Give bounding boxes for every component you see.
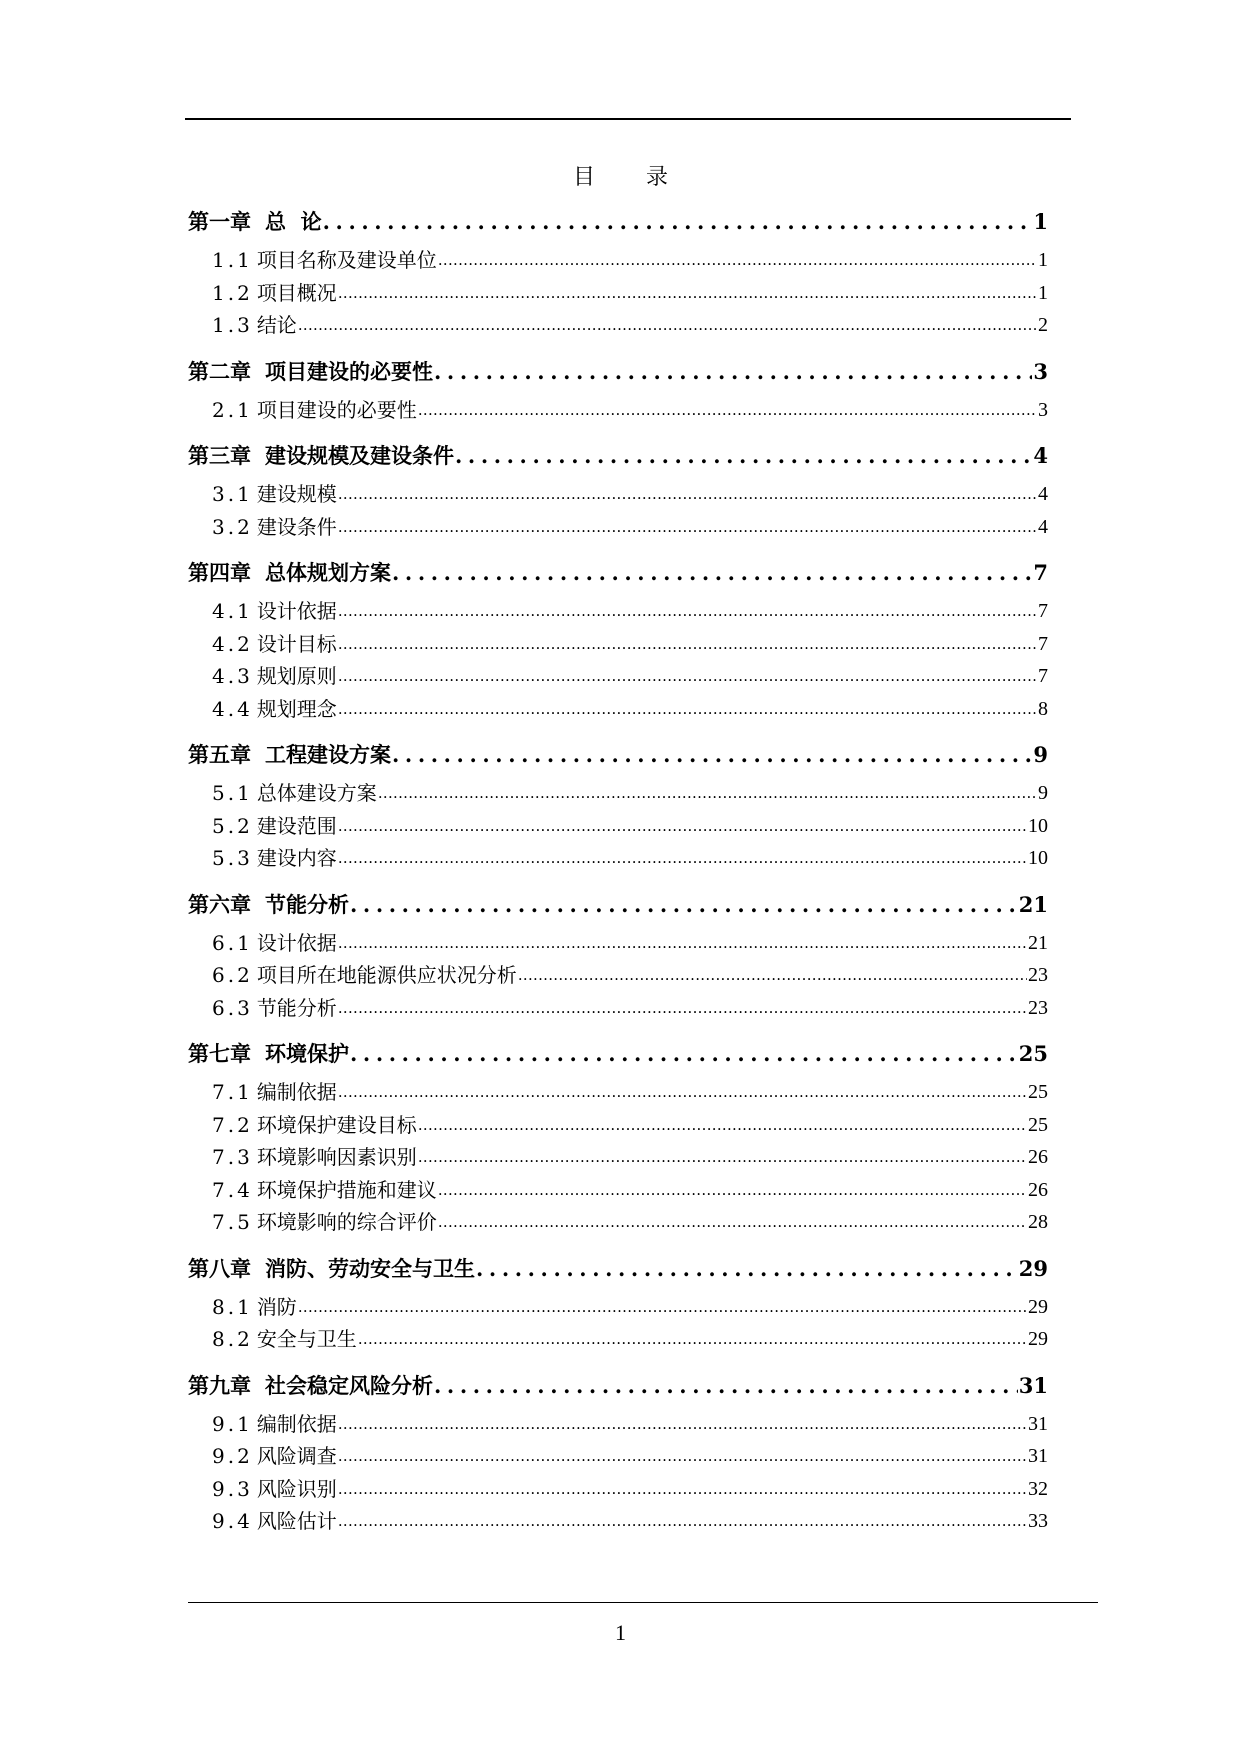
section-number: 8.1 [212,1294,253,1319]
chapter-page-number: 3 [1033,358,1048,384]
section-page-number: 7 [1038,665,1048,687]
section-page-number: 2 [1038,314,1048,336]
section-title: 设计依据 [256,599,337,623]
section-page-number: 31 [1028,1412,1048,1435]
chapter-title: 节能分析 [265,891,349,917]
toc-chapter-entry[interactable] [188,434,1048,478]
dot-leader [338,1473,1027,1506]
section-title: 结论 [256,313,297,337]
section-label [212,1291,297,1324]
chapter-gap [188,725,1048,733]
section-title: 总体建设方案 [256,781,377,805]
dot-leader [418,1141,1027,1174]
toc-section-entry[interactable] [188,244,1048,277]
chapter-page-number: 9 [1033,742,1048,767]
dot-leader [392,733,1032,777]
section-title: 建设条件 [256,514,337,539]
chapter-gap [188,1024,1048,1032]
section-number: 2.1 [212,397,253,422]
section-page-number: 10 [1028,814,1048,837]
dot-leader [338,660,1037,693]
chapter-gap [188,875,1048,883]
section-page-number: 23 [1028,996,1048,1019]
section-number: 3.2 [212,514,253,539]
dot-leader [434,350,1032,394]
toc-section-entry[interactable] [188,628,1048,661]
section-number: 1.1 [212,248,253,272]
chapter-number: 第六章 [188,891,251,917]
chapter-number: 第三章 [188,443,251,468]
toc-section-entry[interactable] [188,1505,1048,1538]
section-label [212,1473,337,1506]
section-label [212,244,437,277]
section-page-number: 31 [1028,1445,1048,1467]
section-number: 7.2 [212,1112,253,1137]
dot-leader [338,1505,1027,1538]
chapter-number: 第一章 [188,209,251,234]
section-title: 节能分析 [256,995,337,1020]
section-page-number: 29 [1028,1295,1048,1318]
chapter-label [188,733,391,777]
chapter-label [188,1247,475,1291]
section-number: 7.5 [212,1210,253,1234]
section-page-number: 3 [1038,398,1048,421]
section-number: 4.4 [212,696,253,721]
section-page-number: 29 [1028,1328,1048,1350]
dot-leader [338,628,1037,661]
section-number: 8.2 [212,1327,253,1351]
toc-section-entry[interactable] [188,810,1048,843]
chapter-label [188,434,454,478]
section-title: 规划理念 [256,696,337,721]
dot-leader [338,511,1037,544]
toc-section-entry[interactable] [188,1076,1048,1109]
section-page-number: 7 [1038,632,1048,655]
toc-section-entry[interactable] [188,277,1048,310]
dot-leader [338,693,1037,726]
chapter-label [188,883,349,927]
section-page-number: 8 [1038,697,1048,720]
section-number: 6.2 [212,963,253,987]
chapter-label [188,1032,349,1076]
section-label [212,1206,437,1239]
section-page-number: 26 [1028,1146,1048,1168]
toc-section-entry[interactable] [188,777,1048,810]
dot-leader [392,551,1032,595]
section-title: 建设内容 [256,846,337,870]
toc-section-entry[interactable] [188,959,1048,992]
chapter-number: 第四章 [188,560,251,585]
section-title: 建设范围 [256,813,337,838]
toc-section-entry[interactable] [188,1473,1048,1506]
toc-chapter-entry[interactable] [188,883,1048,927]
section-number: 7.3 [212,1145,253,1169]
section-page-number: 4 [1038,483,1048,505]
chapter-label [188,200,322,244]
section-label [212,1141,417,1174]
dot-leader [338,1076,1027,1109]
section-page-number: 32 [1028,1477,1048,1500]
chapter-page-number: 21 [1018,891,1048,917]
toc-section-entry[interactable] [188,309,1048,342]
dot-leader [338,478,1037,511]
toc-chapter-entry[interactable] [188,551,1048,595]
chapter-title: 项目建设的必要性 [265,358,433,384]
section-number: 9.1 [212,1411,253,1436]
section-page-number: 1 [1038,249,1048,271]
chapter-gap [188,543,1048,551]
section-label [212,478,337,511]
section-page-number: 10 [1028,847,1048,869]
section-title: 安全与卫生 [256,1327,357,1351]
dot-leader [378,777,1037,810]
section-title: 风险调查 [256,1444,337,1468]
section-label [212,842,337,875]
toc-section-entry[interactable] [188,1109,1048,1142]
section-label [212,1440,337,1473]
section-label [212,511,337,544]
section-label [212,1323,357,1356]
section-label [212,595,337,628]
dot-leader [455,434,1032,478]
chapter-title: 建设规模及建设条件 [265,443,454,468]
section-number: 6.3 [212,995,253,1020]
chapter-number: 第五章 [188,742,251,767]
section-label [212,1109,417,1142]
section-label [212,810,337,843]
toc-section-entry[interactable] [188,1141,1048,1174]
section-label [212,1505,337,1538]
section-title: 设计目标 [256,631,337,656]
section-number: 9.4 [212,1509,253,1533]
chapter-page-number: 31 [1018,1372,1048,1398]
section-number: 1.2 [212,280,253,305]
section-title: 建设规模 [256,482,337,506]
chapter-title: 社会稳定风险分析 [265,1372,433,1398]
toc-section-entry[interactable] [188,1323,1048,1356]
section-label [212,394,417,427]
dot-leader [323,200,1033,244]
chapter-title: 总体规划方案 [265,560,391,585]
section-label [212,959,517,992]
section-title: 项目建设的必要性 [256,397,417,422]
dot-leader [338,842,1027,875]
section-page-number: 26 [1028,1178,1048,1201]
section-title: 项目概况 [256,280,337,305]
header-rule [185,118,1071,120]
section-number: 6.1 [212,930,253,955]
toc-section-entry[interactable] [188,478,1048,511]
section-title: 规划原则 [256,664,337,688]
section-title: 编制依据 [256,1080,337,1104]
dot-leader [298,1291,1027,1324]
section-page-number: 28 [1028,1211,1048,1233]
section-page-number: 25 [1028,1081,1048,1103]
section-number: 9.3 [212,1476,253,1501]
section-label [212,660,337,693]
section-label [212,309,297,342]
section-number: 5.2 [212,813,253,838]
dot-leader [476,1247,1018,1291]
dot-leader [350,883,1018,927]
toc-section-entry[interactable] [188,1174,1048,1207]
chapter-title: 总 论 [265,209,322,234]
section-number: 5.3 [212,846,253,870]
section-title: 项目名称及建设单位 [256,248,437,272]
dot-leader [338,1408,1027,1441]
dot-leader [438,1174,1027,1207]
chapter-number: 第八章 [188,1255,251,1281]
section-number: 7.4 [212,1177,253,1202]
chapter-page-number: 29 [1018,1255,1048,1281]
section-page-number: 9 [1038,782,1048,804]
chapter-page-number: 25 [1018,1041,1048,1066]
section-title: 环境保护措施和建议 [256,1177,437,1202]
section-number: 3.1 [212,482,253,506]
section-page-number: 21 [1028,931,1048,954]
chapter-page-number: 4 [1033,443,1048,468]
section-page-number: 33 [1028,1510,1048,1532]
toc-section-entry[interactable] [188,660,1048,693]
footer-rule [188,1602,1098,1603]
toc-section-entry[interactable] [188,927,1048,960]
chapter-number: 第二章 [188,358,251,384]
dot-leader [338,595,1037,628]
toc-section-entry[interactable] [188,1408,1048,1441]
dot-leader [418,1109,1027,1142]
section-title: 风险识别 [256,1476,337,1501]
section-number: 5.1 [212,781,253,805]
dot-leader [338,927,1027,960]
chapter-gap [188,1356,1048,1364]
toc-section-entry[interactable] [188,693,1048,726]
chapter-label [188,350,433,394]
toc-section-entry[interactable] [188,394,1048,427]
toc-section-entry[interactable] [188,595,1048,628]
section-label [212,1174,437,1207]
section-page-number: 7 [1038,600,1048,622]
section-label [212,693,337,726]
toc-chapter-entry[interactable] [188,1032,1048,1076]
section-label [212,927,337,960]
section-title: 设计依据 [256,930,337,955]
chapter-title: 环境保护 [265,1041,349,1066]
section-label [212,277,337,310]
section-number: 4.1 [212,599,253,623]
chapter-number: 第七章 [188,1041,251,1066]
section-number: 4.2 [212,631,253,656]
toc-chapter-entry[interactable] [188,350,1048,394]
section-page-number: 23 [1028,964,1048,986]
toc-title: 目 录 [573,165,690,190]
chapter-gap [188,1239,1048,1247]
section-title: 编制依据 [256,1411,337,1436]
dot-leader [358,1323,1027,1356]
chapter-page-number: 7 [1033,560,1048,585]
section-title: 项目所在地能源供应状况分析 [256,963,517,987]
section-title: 消防 [256,1294,297,1319]
chapter-gap [188,426,1048,434]
section-label [212,1076,337,1109]
dot-leader [418,394,1037,427]
dot-leader [518,959,1027,992]
section-title: 环境影响的综合评价 [256,1210,437,1234]
dot-leader [338,810,1027,843]
section-title: 环境保护建设目标 [256,1112,417,1137]
section-page-number: 25 [1028,1113,1048,1136]
section-label [212,777,377,810]
dot-leader [350,1032,1018,1076]
table-of-contents [188,200,1048,1538]
dot-leader [338,1440,1027,1473]
dot-leader [338,277,1037,310]
chapter-gap [188,342,1048,350]
section-page-number: 4 [1038,515,1048,538]
section-label [212,628,337,661]
toc-section-entry[interactable] [188,1440,1048,1473]
chapter-number: 第九章 [188,1372,251,1398]
section-number: 7.1 [212,1080,253,1104]
section-number: 1.3 [212,313,253,337]
toc-chapter-entry[interactable] [188,733,1048,777]
dot-leader [438,1206,1027,1239]
chapter-page-number: 1 [1033,209,1048,234]
toc-chapter-entry[interactable] [188,1364,1048,1408]
chapter-title: 消防、劳动安全与卫生 [265,1255,475,1281]
toc-section-entry[interactable] [188,842,1048,875]
toc-chapter-entry[interactable] [188,200,1048,244]
section-title: 环境影响因素识别 [256,1145,417,1169]
section-label [212,1408,337,1441]
section-number: 9.2 [212,1444,253,1468]
dot-leader [338,992,1027,1025]
dot-leader [298,309,1037,342]
toc-chapter-entry[interactable] [188,1247,1048,1291]
dot-leader [438,244,1037,277]
toc-section-entry[interactable] [188,511,1048,544]
toc-section-entry[interactable] [188,992,1048,1025]
toc-section-entry[interactable] [188,1206,1048,1239]
section-page-number: 1 [1038,281,1048,304]
chapter-label [188,551,391,595]
section-label [212,992,337,1025]
page-number: 1 [615,1620,626,1645]
section-number: 4.3 [212,664,253,688]
toc-section-entry[interactable] [188,1291,1048,1324]
chapter-label [188,1364,433,1408]
chapter-title: 工程建设方案 [265,742,391,767]
dot-leader [434,1364,1018,1408]
section-title: 风险估计 [256,1509,337,1533]
